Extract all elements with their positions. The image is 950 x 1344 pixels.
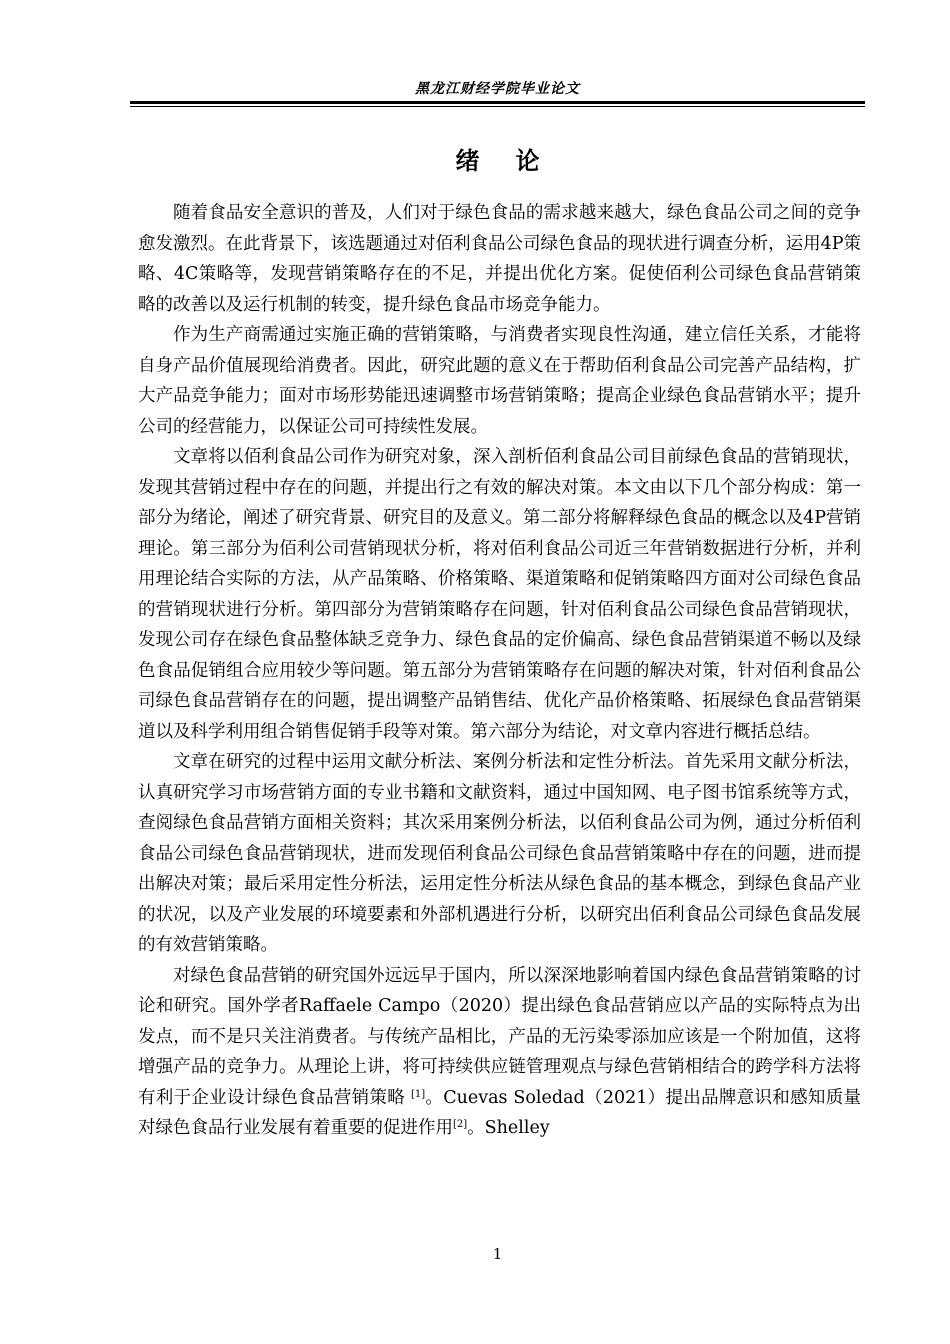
running-header: 黑龙江财经学院毕业论文 bbox=[415, 81, 580, 97]
paragraph: 随着食品安全意识的普及，人们对于绿色食品的需求越来越大，绿色食品公司之间的竞争愈发激烈。在此背景下，该选题通过对佰利食品公司绿色食品的现状进行调查分析，运用4P策略、4C策略等，发现营销策略存在的不足，并提出优化方案。促使佰利公司绿色食品营销策略的改善以及运行机制的转变，提升绿色食品市场竞争能力。 bbox=[138, 203, 861, 315]
body-text bbox=[138, 198, 861, 1144]
paragraph: 作为生产商需通过实施正确的营销策略，与消费者实现良性沟通，建立信任关系，才能将自身产品价值展现给消费者。因此，研究此题的意义在于帮助佰利食品公司完善产品结构，扩大产品竞争能力；面对市场形势能迅速调整市场营销策略；提高企业绿色食品营销水平；提升公司的经营能力，以保证公司可持续性发展。 bbox=[138, 325, 861, 437]
chapter-title: 绪论 bbox=[455, 146, 576, 175]
citation-ref[interactable]: [2] bbox=[453, 1119, 468, 1130]
text-span: 。Shelley bbox=[467, 1118, 550, 1138]
text-span: 对绿色食品营销的研究国外远远早于国内，所以深深地影响着国内绿色食品营销策略的讨论和研究。国外学者Raffaele Campo（2020）提出绿色食品营销应以产品的实际特点为出发点，而不是只关注消费者。与传统产品相比，产品的无污染零添加应该是一个附加值，这将增强产品的竞争力。从理论上讲，将可持续供应链管理观点与绿色营销相结合的跨学科方法将有利于企业设计绿色食品营销策略 bbox=[138, 965, 861, 1108]
header-rule-thin bbox=[130, 106, 865, 107]
page-number: 1 bbox=[492, 1245, 503, 1263]
header-rule bbox=[130, 101, 865, 104]
paragraph: 文章在研究的过程中运用文献分析法、案例分析法和定性分析法。首先采用文献分析法，认真研究学习市场营销方面的专业书籍和文献资料，通过中国知网、电子图书馆系统等方式，查阅绿色食品营销方面相关资料；其次采用案例分析法，以佰利食品公司为例，通过分析佰利食品公司绿色食品营销现状，进而发现佰利食品公司绿色食品营销策略中存在的问题，进而提出解决对策；最后采用定性分析法，运用定性分析法从绿色食品的基本概念，到绿色食品产业的状况，以及产业发展的环境要素和外部机遇进行分析，以研究出佰利食品公司绿色食品发展的有效营销策略。 bbox=[138, 752, 861, 955]
paragraph: 文章将以佰利食品公司作为研究对象，深入剖析佰利食品公司目前绿色食品的营销现状，发现其营销过程中存在的问题，并提出行之有效的解决对策。本文由以下几个部分构成：第一部分为绪论，阐述了研究背景、研究目的及意义。第二部分将解释绿色食品的概念以及4P营销理论。第三部分为佰利公司营销现状分析，将对佰利食品公司近三年营销数据进行分析，并利用理论结合实际的方法，从产品策略、价格策略、渠道策略和促销策略四方面对公司绿色食品的营销现状进行分析。第四部分为营销策略存在问题，针对佰利食品公司绿色食品营销现状，发现公司存在绿色食品整体缺乏竞争力、绿色食品的定价偏高、绿色食品营销渠道不畅以及绿色食品促销组合应用较少等问题。第五部分为营销策略存在问题的解决对策，针对佰利食品公司绿色食品营销存在的问题，提出调整产品销售结、优化产品价格策略、拓展绿色食品营销渠道以及科学利用组合销售促销手段等对策。第六部分为结论，对文章内容进行概括总结。 bbox=[138, 447, 861, 742]
paragraph-literature-review bbox=[138, 961, 861, 1144]
text-span: 。Cuevas Soledad（2021）提出品牌意识和感知质量对绿色食品行业发展有着重要的促进作用 bbox=[138, 1087, 862, 1138]
citation-ref[interactable]: [1] bbox=[410, 1088, 426, 1100]
